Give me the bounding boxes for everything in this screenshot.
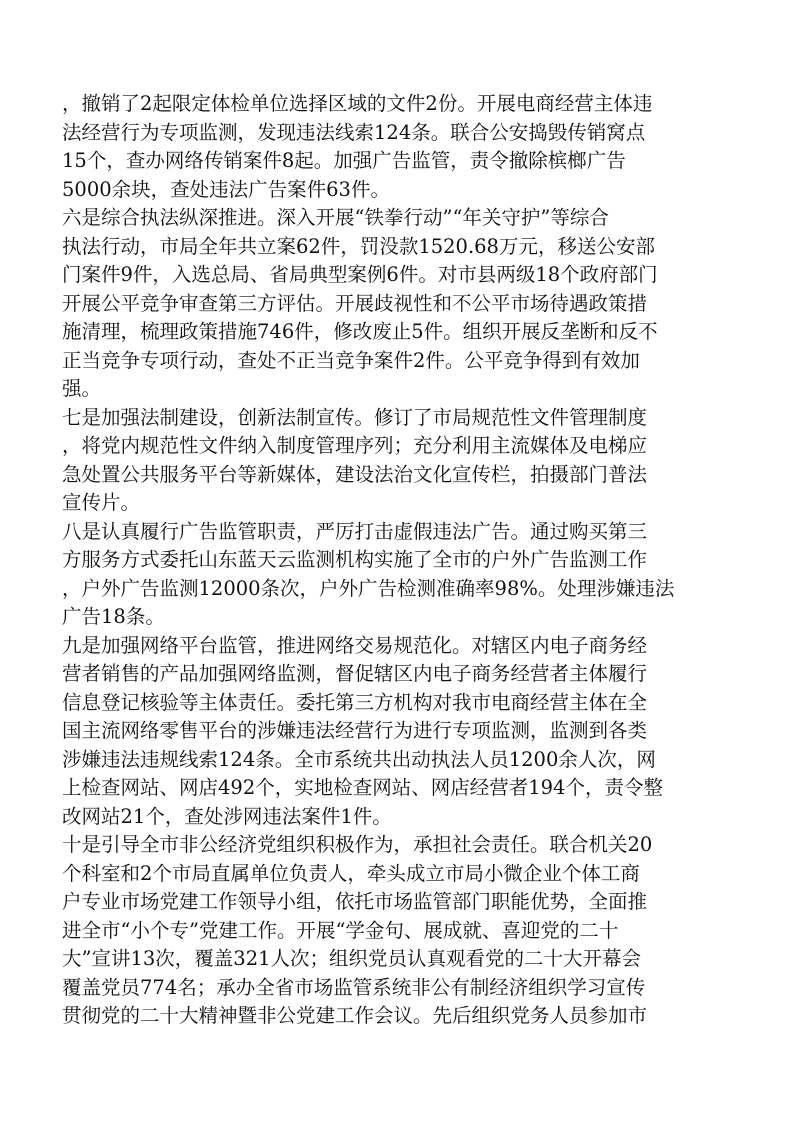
text-line: 户专业市场党建工作领导小组，依托市场监管部门职能优势，全面推 (62, 890, 648, 913)
text-line: ，将党内规范性文件纳入制度管理序列；充分利用主流媒体及电梯应 (62, 434, 648, 457)
text-line: 正当竞争专项行动，查处不正当竞争案件2件。公平竞争得到有效加 (62, 348, 640, 372)
text-line: 广告18条。 (62, 605, 165, 628)
text-line: ，户外广告监测12000条次，户外广告检测准确率98%。处理涉嫌违法 (62, 576, 675, 600)
text-line: 执法行动，市局全年共立案62件，罚没款1520.68万元，移送公安部 (62, 234, 655, 258)
text-line: 覆盖党员774名；承办全省市场监管系统非公有制经济组织学习宣传 (62, 975, 646, 999)
text-line: 开展公平竞争审查第三方评估。开展歧视性和不公平市场待遇政策措 (62, 291, 648, 315)
text-line: 法经营行为专项监测，发现违法线索124条。联合公安捣毁传销窝点 (62, 120, 646, 144)
text-line: 营者销售的产品加强网络监测，督促辖区内电子商务经营者主体履行 (62, 662, 648, 685)
text-line: 大”宣讲13次，覆盖321人次；组织党员认真观看党的二十大开幕会 (62, 947, 642, 970)
text-line: 宣传片。 (62, 491, 141, 514)
text-line: 急处置公共服务平台等新媒体，建设法治文化宣传栏，拍摄部门普法 (62, 462, 648, 486)
text-line: 国主流网络零售平台的涉嫌违法经营行为进行专项监测，监测到各类 (62, 719, 648, 742)
text-line: 涉嫌违法违规线索124条。全市系统共出动执法人员1200余人次，网 (62, 747, 656, 771)
document-body (62, 90, 730, 1031)
text-line: 上检查网站、网店492个，实地检查网站、网店经营者194个，责令整 (62, 776, 663, 799)
text-line: 强。 (62, 377, 102, 400)
text-line: 施清理，梳理政策措施746件，修改废止5件。组织开展反垄断和反不 (62, 320, 658, 343)
text-line: 九是加强网络平台监管，推进网络交易规范化。对辖区内电子商务经 (62, 633, 648, 657)
text-line: 方服务方式委托山东蓝天云监测机构实施了全市的户外广告监测工作 (62, 548, 648, 571)
text-line: 个科室和2个市局直属单位负责人，牵头成立市局小微企业个体工商 (62, 861, 640, 885)
text-line: 5000余块，查处违法广告案件63件。 (62, 177, 390, 201)
text-line: 七是加强法制建设，创新法制宣传。修订了市局规范性文件管理制度 (62, 405, 648, 429)
text-line: 15个，查办网络传销案件8起。加强广告监管，责令撤除槟榔广告 (62, 149, 626, 172)
text-line: 六是综合执法纵深推进。深入开展“铁拳行动”“年关守护”等综合 (62, 206, 609, 229)
text-line: ，撤销了2起限定体检单位选择区域的文件2份。开展电商经营主体违 (62, 92, 653, 115)
text-line: 改网站21个，查处涉网违法案件1件。 (62, 804, 392, 828)
text-line: 门案件9件，入选总局、省局典型案例6件。对市县两级18个政府部门 (62, 263, 658, 286)
text-line: 贯彻党的二十大精神暨非公党建工作会议。先后组织党务人员参加市 (62, 1004, 648, 1027)
text-line: 信息登记核验等主体责任。委托第三方机构对我市电商经营主体在全 (62, 690, 648, 714)
text-line: 十是引导全市非公经济党组织积极作为，承担社会责任。联合机关20 (62, 833, 653, 856)
text-line: 八是认真履行广告监管职责，严厉打击虚假违法广告。通过购买第三 (62, 519, 648, 543)
text-line: 进全市“小个专”党建工作。开展“学金句、展成就、喜迎党的二十 (62, 918, 619, 942)
